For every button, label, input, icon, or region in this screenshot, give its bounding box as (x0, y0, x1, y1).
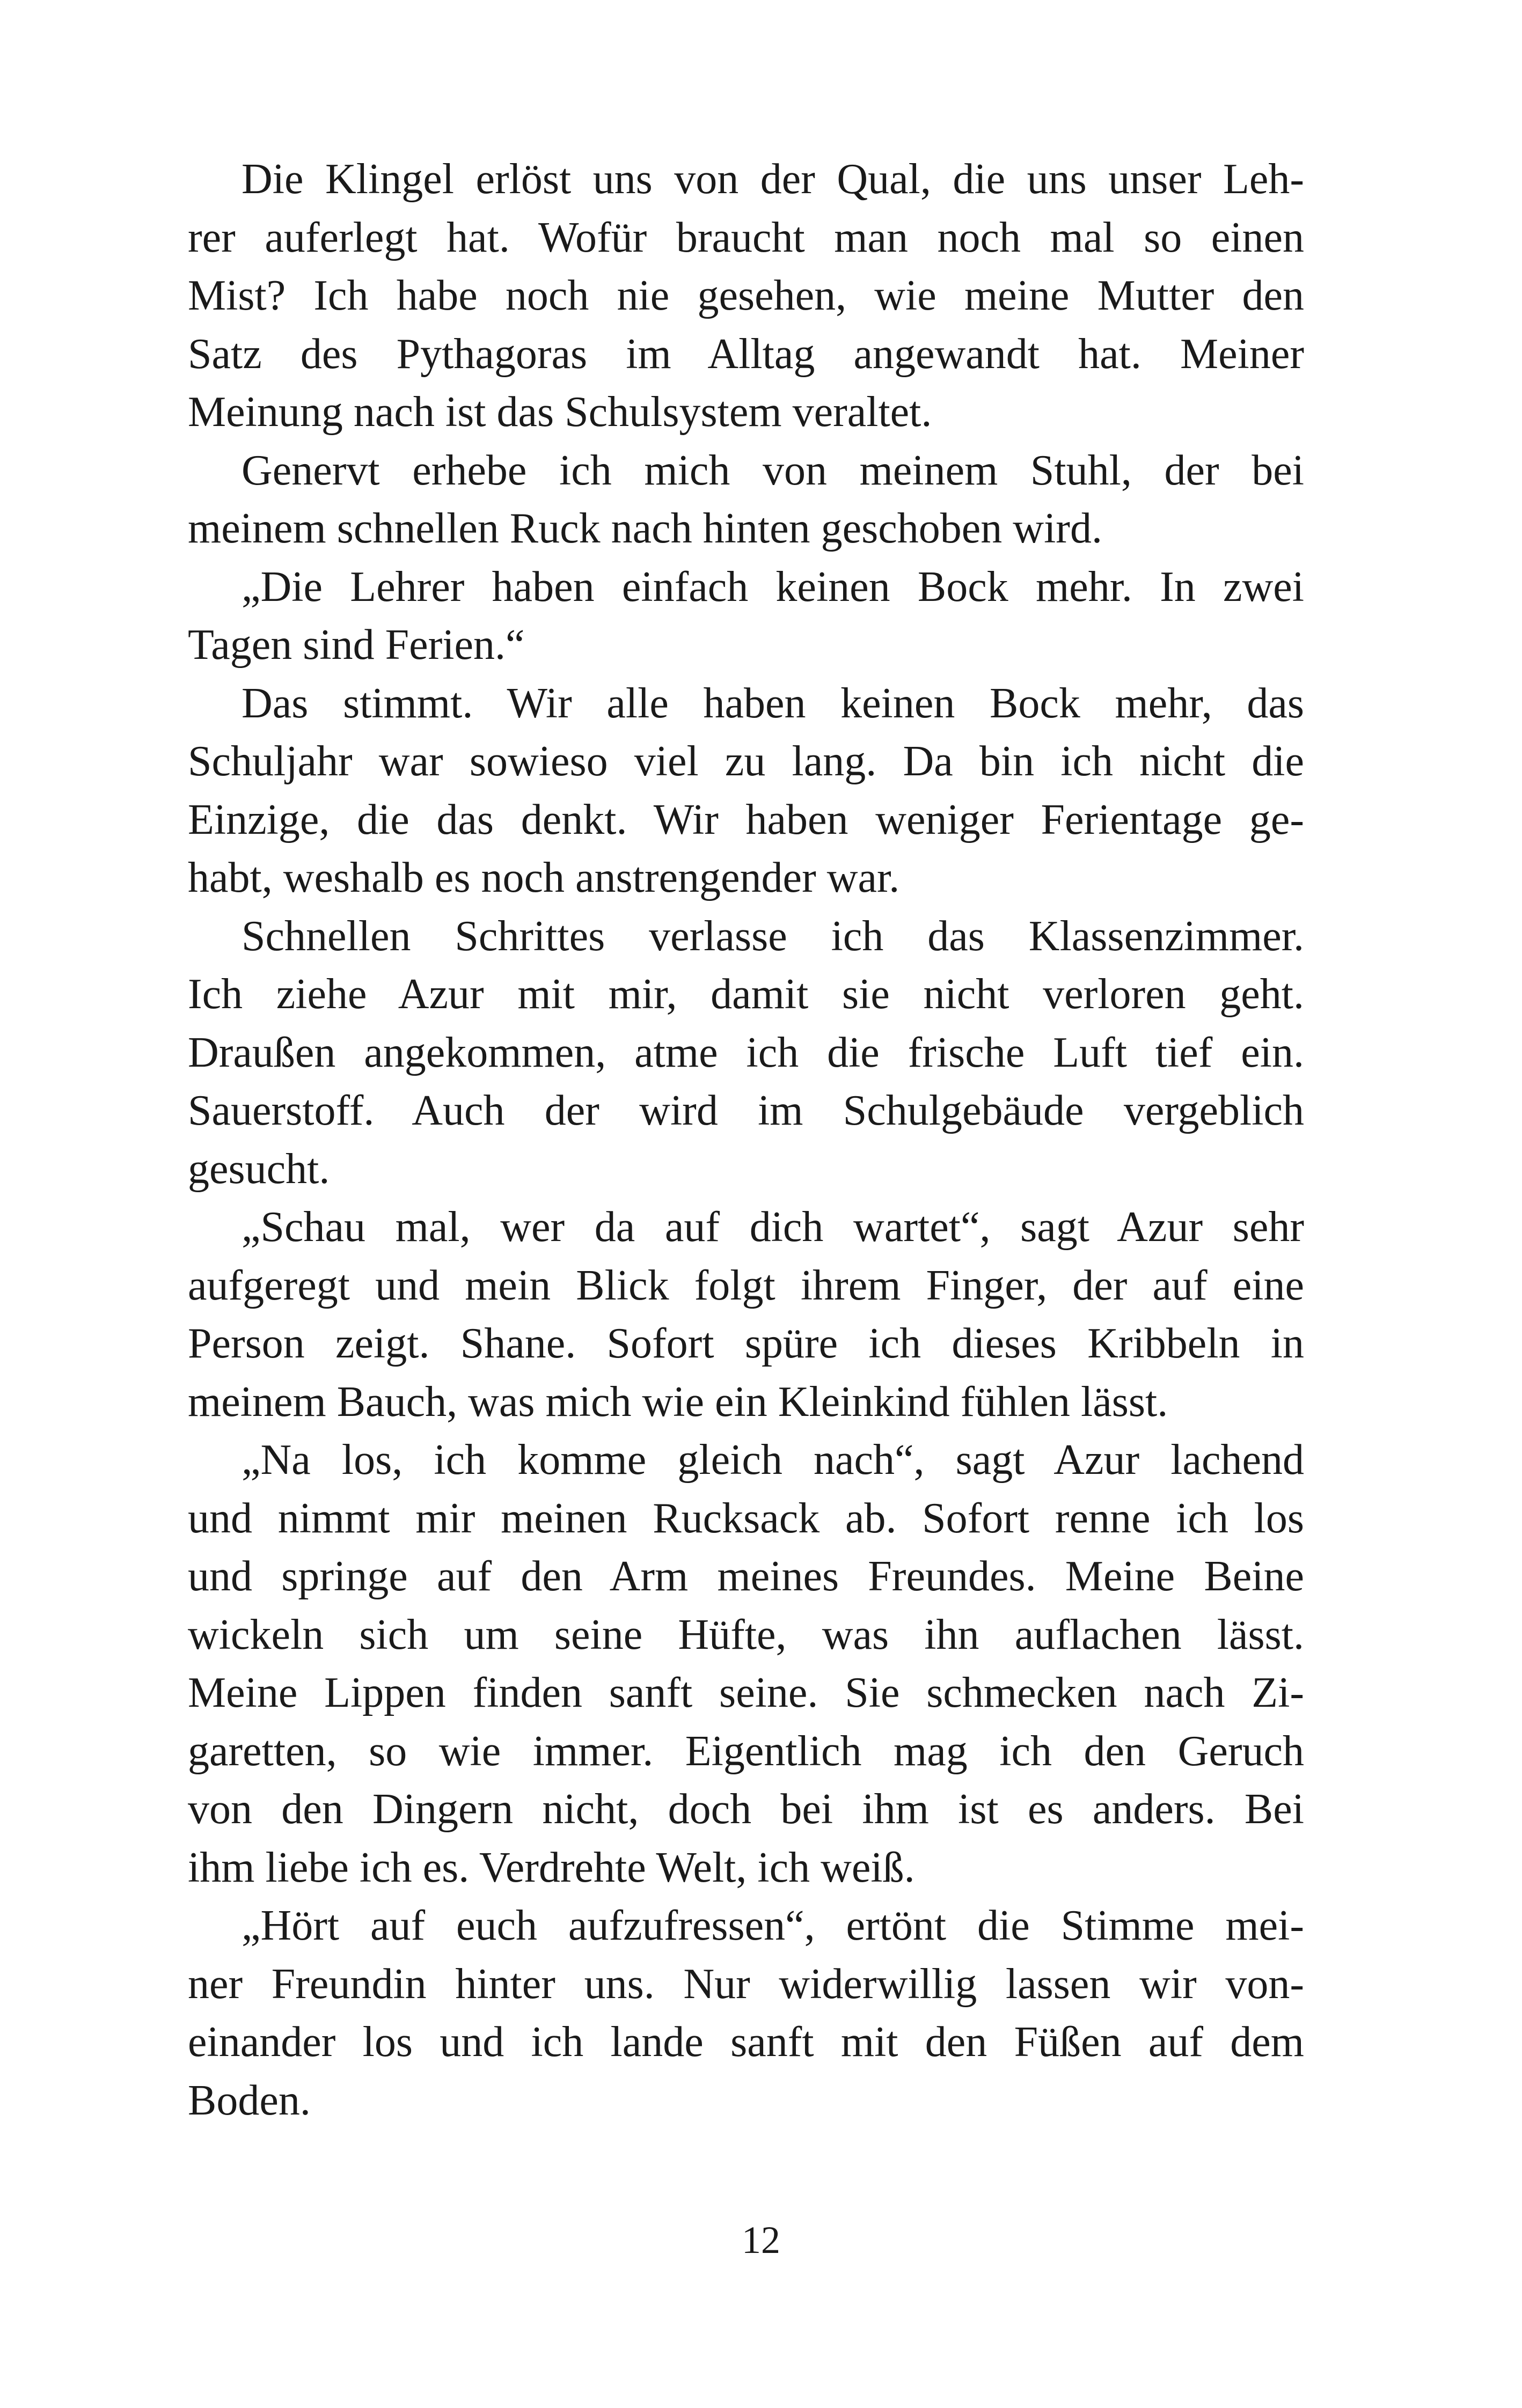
text-line: aufgeregt und mein Blick folgt ihrem Finger, der auf eine (188, 1261, 1304, 1309)
paragraph (188, 442, 1304, 558)
text-line: „Hört auf euch aufzufressen“, ertönt die Stimme mei- (242, 1902, 1304, 1949)
page-number: 12 (742, 2219, 780, 2262)
paragraph (188, 150, 1304, 442)
text-line: von den Dingern nicht, doch bei ihm ist es anders. Bei (188, 1786, 1304, 1833)
text-line: rer auferlegt hat. Wofür braucht man noch mal so einen (188, 214, 1304, 261)
text-line: Satz des Pythagoras im Alltag angewandt hat. Meiner (188, 330, 1304, 378)
text-line: Schuljahr war sowieso viel zu lang. Da bin ich nicht die (188, 738, 1304, 785)
paragraph (188, 1431, 1304, 1897)
text-line: ner Freundin hinter uns. Nur widerwillig lassen wir von- (188, 1960, 1304, 2008)
text-line: Meine Lippen finden sanft seine. Sie schmecken nach Zi- (188, 1669, 1304, 1716)
text-line: wickeln sich um seine Hüfte, was ihn auflachen lässt. (188, 1611, 1304, 1658)
text-line: ihm liebe ich es. Verdrehte Welt, ich weiß. (188, 1844, 915, 1891)
text-line: Mist? Ich habe noch nie gesehen, wie meine Mutter den (188, 272, 1304, 319)
text-line: habt, weshalb es noch anstrengender war. (188, 854, 900, 901)
text-line: „Na los, ich komme gleich nach“, sagt Azur lachend (242, 1436, 1304, 1484)
text-line: und nimmt mir meinen Rucksack ab. Sofort renne ich los (188, 1494, 1304, 1542)
text-line: „Die Lehrer haben einfach keinen Bock mehr. In zwei (242, 563, 1304, 611)
paragraph (188, 1897, 1304, 2130)
text-line: gesucht. (188, 1145, 330, 1193)
paragraph (188, 674, 1304, 907)
text-line: Ich ziehe Azur mit mir, damit sie nicht verloren geht. (188, 971, 1304, 1018)
text-line: und springe auf den Arm meines Freundes. Meine Beine (188, 1553, 1304, 1600)
text-line: Schnellen Schrittes verlasse ich das Klassenzimmer. (242, 912, 1304, 960)
text-line: Boden. (188, 2076, 311, 2124)
text-line: Meinung nach ist das Schulsystem veraltet. (188, 388, 932, 436)
text-line: Einzige, die das denkt. Wir haben weniger Ferientage ge- (188, 796, 1304, 843)
text-line: Draußen angekommen, atme ich die frische Luft tief ein. (188, 1029, 1304, 1076)
body-text (188, 150, 1304, 2130)
text-line: Sauerstoff. Auch der wird im Schulgebäude vergeblich (188, 1087, 1304, 1134)
paragraph (188, 1198, 1304, 1431)
paragraph (188, 558, 1304, 674)
text-line: Die Klingel erlöst uns von der Qual, die uns unser Leh- (242, 156, 1304, 203)
text-line: Person zeigt. Shane. Sofort spüre ich dieses Kribbeln in (188, 1320, 1304, 1367)
text-line: Das stimmt. Wir alle haben keinen Bock mehr, das (242, 679, 1304, 727)
text-line: meinem Bauch, was mich wie ein Kleinkind fühlen lässt. (188, 1378, 1168, 1426)
text-line: einander los und ich lande sanft mit den Füßen auf dem (188, 2018, 1304, 2066)
text-line: Genervt erhebe ich mich von meinem Stuhl, der bei (242, 446, 1304, 494)
text-line: meinem schnellen Ruck nach hinten geschoben wird. (188, 505, 1102, 552)
text-line: garetten, so wie immer. Eigentlich mag ich den Geruch (188, 1727, 1304, 1775)
text-line: „Schau mal, wer da auf dich wartet“, sagt Azur sehr (242, 1203, 1304, 1251)
text-line: Tagen sind Ferien.“ (188, 621, 525, 669)
paragraph (188, 907, 1304, 1199)
